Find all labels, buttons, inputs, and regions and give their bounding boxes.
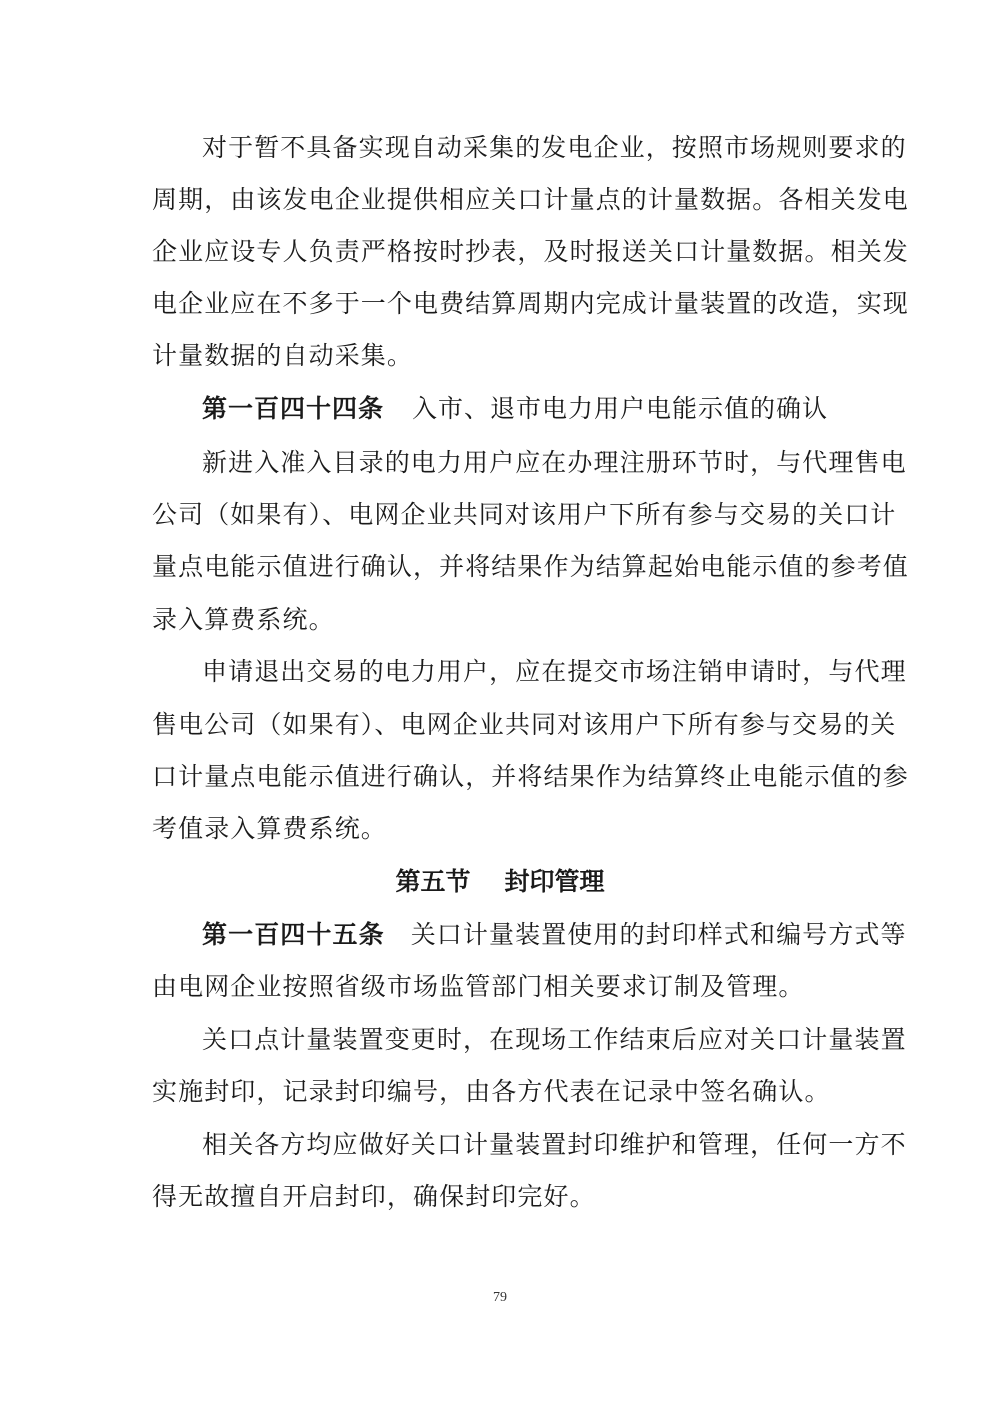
para1-line-1: 对于暂不具备实现自动采集的发电企业，按照市场规则要求的 [202,133,907,162]
para5-line-1: 相关各方均应做好关口计量装置封印维护和管理，任何一方不 [202,1130,907,1159]
para1-line-4: 电企业应在不多于一个电费结算周期内完成计量装置的改造，实现 [152,289,909,318]
section-heading [0,865,1000,899]
para2-line-1: 新进入准入目录的电力用户应在办理注册环节时，与代理售电 [202,448,907,477]
para3-line-1: 申请退出交易的电力用户，应在提交市场注销申请时，与代理 [202,657,907,686]
para3-line-4: 考值录入算费系统。 [152,814,387,843]
para1-line-3: 企业应设专人负责严格按时抄表，及时报送关口计量数据。相关发 [152,237,909,266]
page-number: 79 [493,1290,507,1305]
article-145-line-1 [202,918,907,952]
section-title: 封印管理 [504,867,605,896]
para2-line-3: 量点电能示值进行确认，并将结果作为结算起始电能示值的参考值 [152,552,909,581]
para5-line-2: 得无故擅自开启封印，确保封印完好。 [152,1182,596,1211]
section-number: 第五节 [395,867,471,896]
article-144-heading [202,392,852,426]
article-144-number: 第一百四十四条 [202,394,385,423]
para3-line-2: 售电公司（如果有）、电网企业共同对该用户下所有参与交易的关 [152,710,897,739]
para2-line-2: 公司（如果有）、电网企业共同对该用户下所有参与交易的关口计 [152,500,897,529]
article-145-line-2: 由电网企业按照省级市场监管部门相关要求订制及管理。 [152,972,805,1001]
para4-line-1: 关口点计量装置变更时，在现场工作结束后应对关口计量装置 [202,1025,907,1054]
article-144-title: 入市、退市电力用户电能示值的确认 [412,394,829,423]
article-145-first-line: 关口计量装置使用的封印样式和编号方式等 [410,920,907,949]
article-145-number: 第一百四十五条 [202,920,385,949]
para3-line-3: 口计量点电能示值进行确认，并将结果作为结算终止电能示值的参 [152,762,909,791]
para2-line-4: 录入算费系统。 [152,605,335,634]
para1-line-5: 计量数据的自动采集。 [152,341,414,370]
para4-line-2: 实施封印，记录封印编号，由各方代表在记录中签名确认。 [152,1077,831,1106]
para1-line-2: 周期，由该发电企业提供相应关口计量点的计量数据。各相关发电 [152,185,909,214]
